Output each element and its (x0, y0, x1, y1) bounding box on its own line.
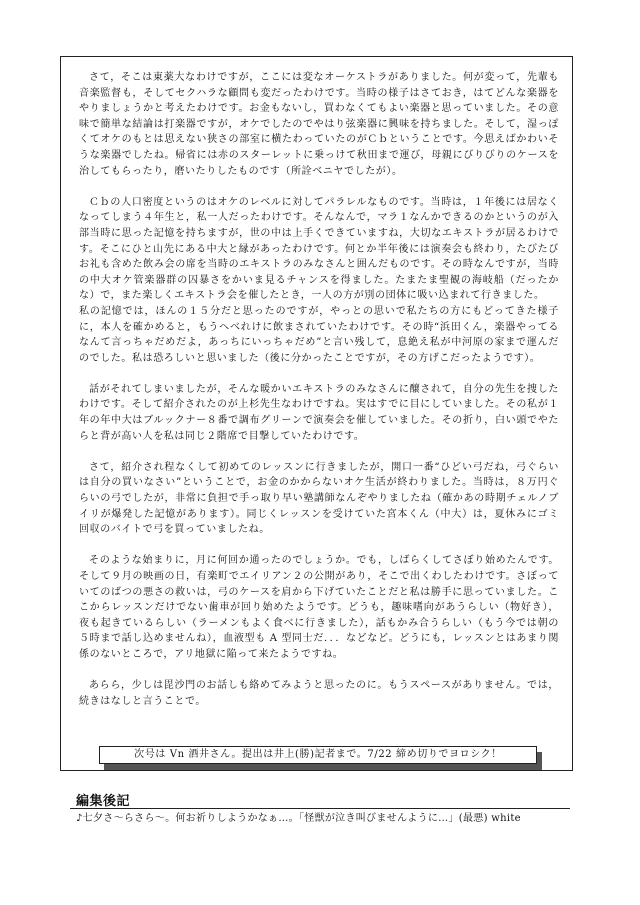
paragraph-6: そのような始まりに，月に何回か通ったのでしょうか。でも，しばらくしてさぼり始めたんです。そして９月の映画の日，有楽町でエイリアン２の公開があり，そこで出くわしたわけです。さぼっていてのばつの悪さの救いは，弓のケースを肩から下げていたことだと私は勝手に思っていました。ここからレッスンだけでない歯車が回り始めたようです。どうも，趣味嗜向があうらしい（物好き），夜も起きているらしい（ラーメンもよく食べに行きました），話もかみ合うらしい（もう今では朝の５時まで話し込めませんね），血液型も A 型同士だ．．．などなど。どうにも，レッスンとはあまり関係のないところで，アリ地獄に陥って来たようですね。 (79, 555, 559, 660)
article-body (79, 70, 559, 709)
paragraph-7: あらら，少しは毘沙門のお話しも絡めてみようと思ったのに。もうスペースがありません。では，続きはなしと言うことで。 (79, 680, 559, 707)
paragraph-3: 私の記憶では，ほんの１５分だと思ったのですが，やっとの思いで私たちの方にもどってきた様子に，本人を確かめると，もうへべれけに飲まされていたわけです。その時“浜田くん，楽器やってるなんて言っちゃだめだよ，あっちにいっちゃだめ”と言い残して，息絶え私が中河原の家まで運んだのでした。私は恐ろしいと思いました（後に分かったことですが，その方げこだったようです）。 (79, 305, 559, 364)
paragraph-2: Ｃｂの人口密度というのはオケのレベルに対してパラレルなものです。当時は，１年後には居なくなってしまう４年生と，私一人だったわけです。そんなんで，マラ１なんかできるのかというのが入部当時に思った記憶を持ちますが，世の中は上手くできていますね，大切なエキストラが居るわけです。そこにひと山先にある中大と縁があったわけです。何とか半年後には演奏会も終わり，たびたびお礼も含めた飲み会の席を当時のエキストラのみなさんと囲んだものです。その時なんですが，当時の中大オケ管楽器群の囚暴さをかいま見るチャンスを得ました。たまたま聖観の海岐船（だったかな）で，また楽しくエキストラ会を催したとき，一人の方が別の団体に吸い込まれて行きました。 (79, 196, 559, 302)
paragraph-5: さて，紹介され程なくして初めてのレッスンに行きましたが，開口一番“ひどい弓だね，弓ぐらいは自分の買いなさい”ということで，お金のかからないオケ生活が終わりました。当時は，８万円ぐらいの弓でしたが，非常に負担で手っ取り早い塾講師なんぞやりましたね（確かあの時期チェルノブイリが爆発した記憶があります）。同じくレッスンを受けていた宮本くん（中大）は，夏休みにゴミ回収のバイトで弓を買っていましたね。 (79, 461, 559, 536)
editor-postscript-title: 編集後記 (76, 794, 131, 809)
editor-postscript-divider (70, 808, 570, 809)
editor-postscript-text: ♪七夕さ～らさら～。何お祈りしようかなぁ…。「怪獣が泣き叫びませんように…」(最悪) white (76, 813, 521, 824)
paragraph-1: さて，そこは東薬大なわけですが，ここには変なオーケストラがありました。何が変って，先輩も音楽監督も，そしてセクハラな顧問も変だったわけです。当時の様子はさておき，はてどんな楽器をやりましょうかと考えたわけです。お金もないし，買わなくてもよい楽器と思っていました。その意味で簡単な結論は打楽器ですが，オケでしたのでやはり弦楽器に興味を持ちました。そして，湿っぽくてオケのもとは思えない狭さの部室に横たわっていたのがＣｂということです。今思えばかわいそうな楽器でしたね。帰省には赤のスターレットに乗っけて秋田まで運び，母親にびりびりのケースを治してもらったり，磨いたりしたものです（所詮ベニヤでしたが）。 (79, 72, 559, 177)
paragraph-4: 話がそれてしまいましたが，そんな暖かいエキストラのみなさんに醸されて，自分の先生を捜したわけです。そして紹介されたのが上杉先生なわけですね。実はすでに目にしていました。その私が１年の年中大はブルックナー８番で調布グリーンで演奏会を催していました。その折り，白い頭でやたらと背が高い人を私は同じ２階席で目撃していたわけです。 (79, 383, 559, 442)
next-issue-notice: 次号は Vn 酒井さん。提出は井上(勝)記者まで。7/22 締め切りでヨロシク！ (99, 746, 537, 764)
